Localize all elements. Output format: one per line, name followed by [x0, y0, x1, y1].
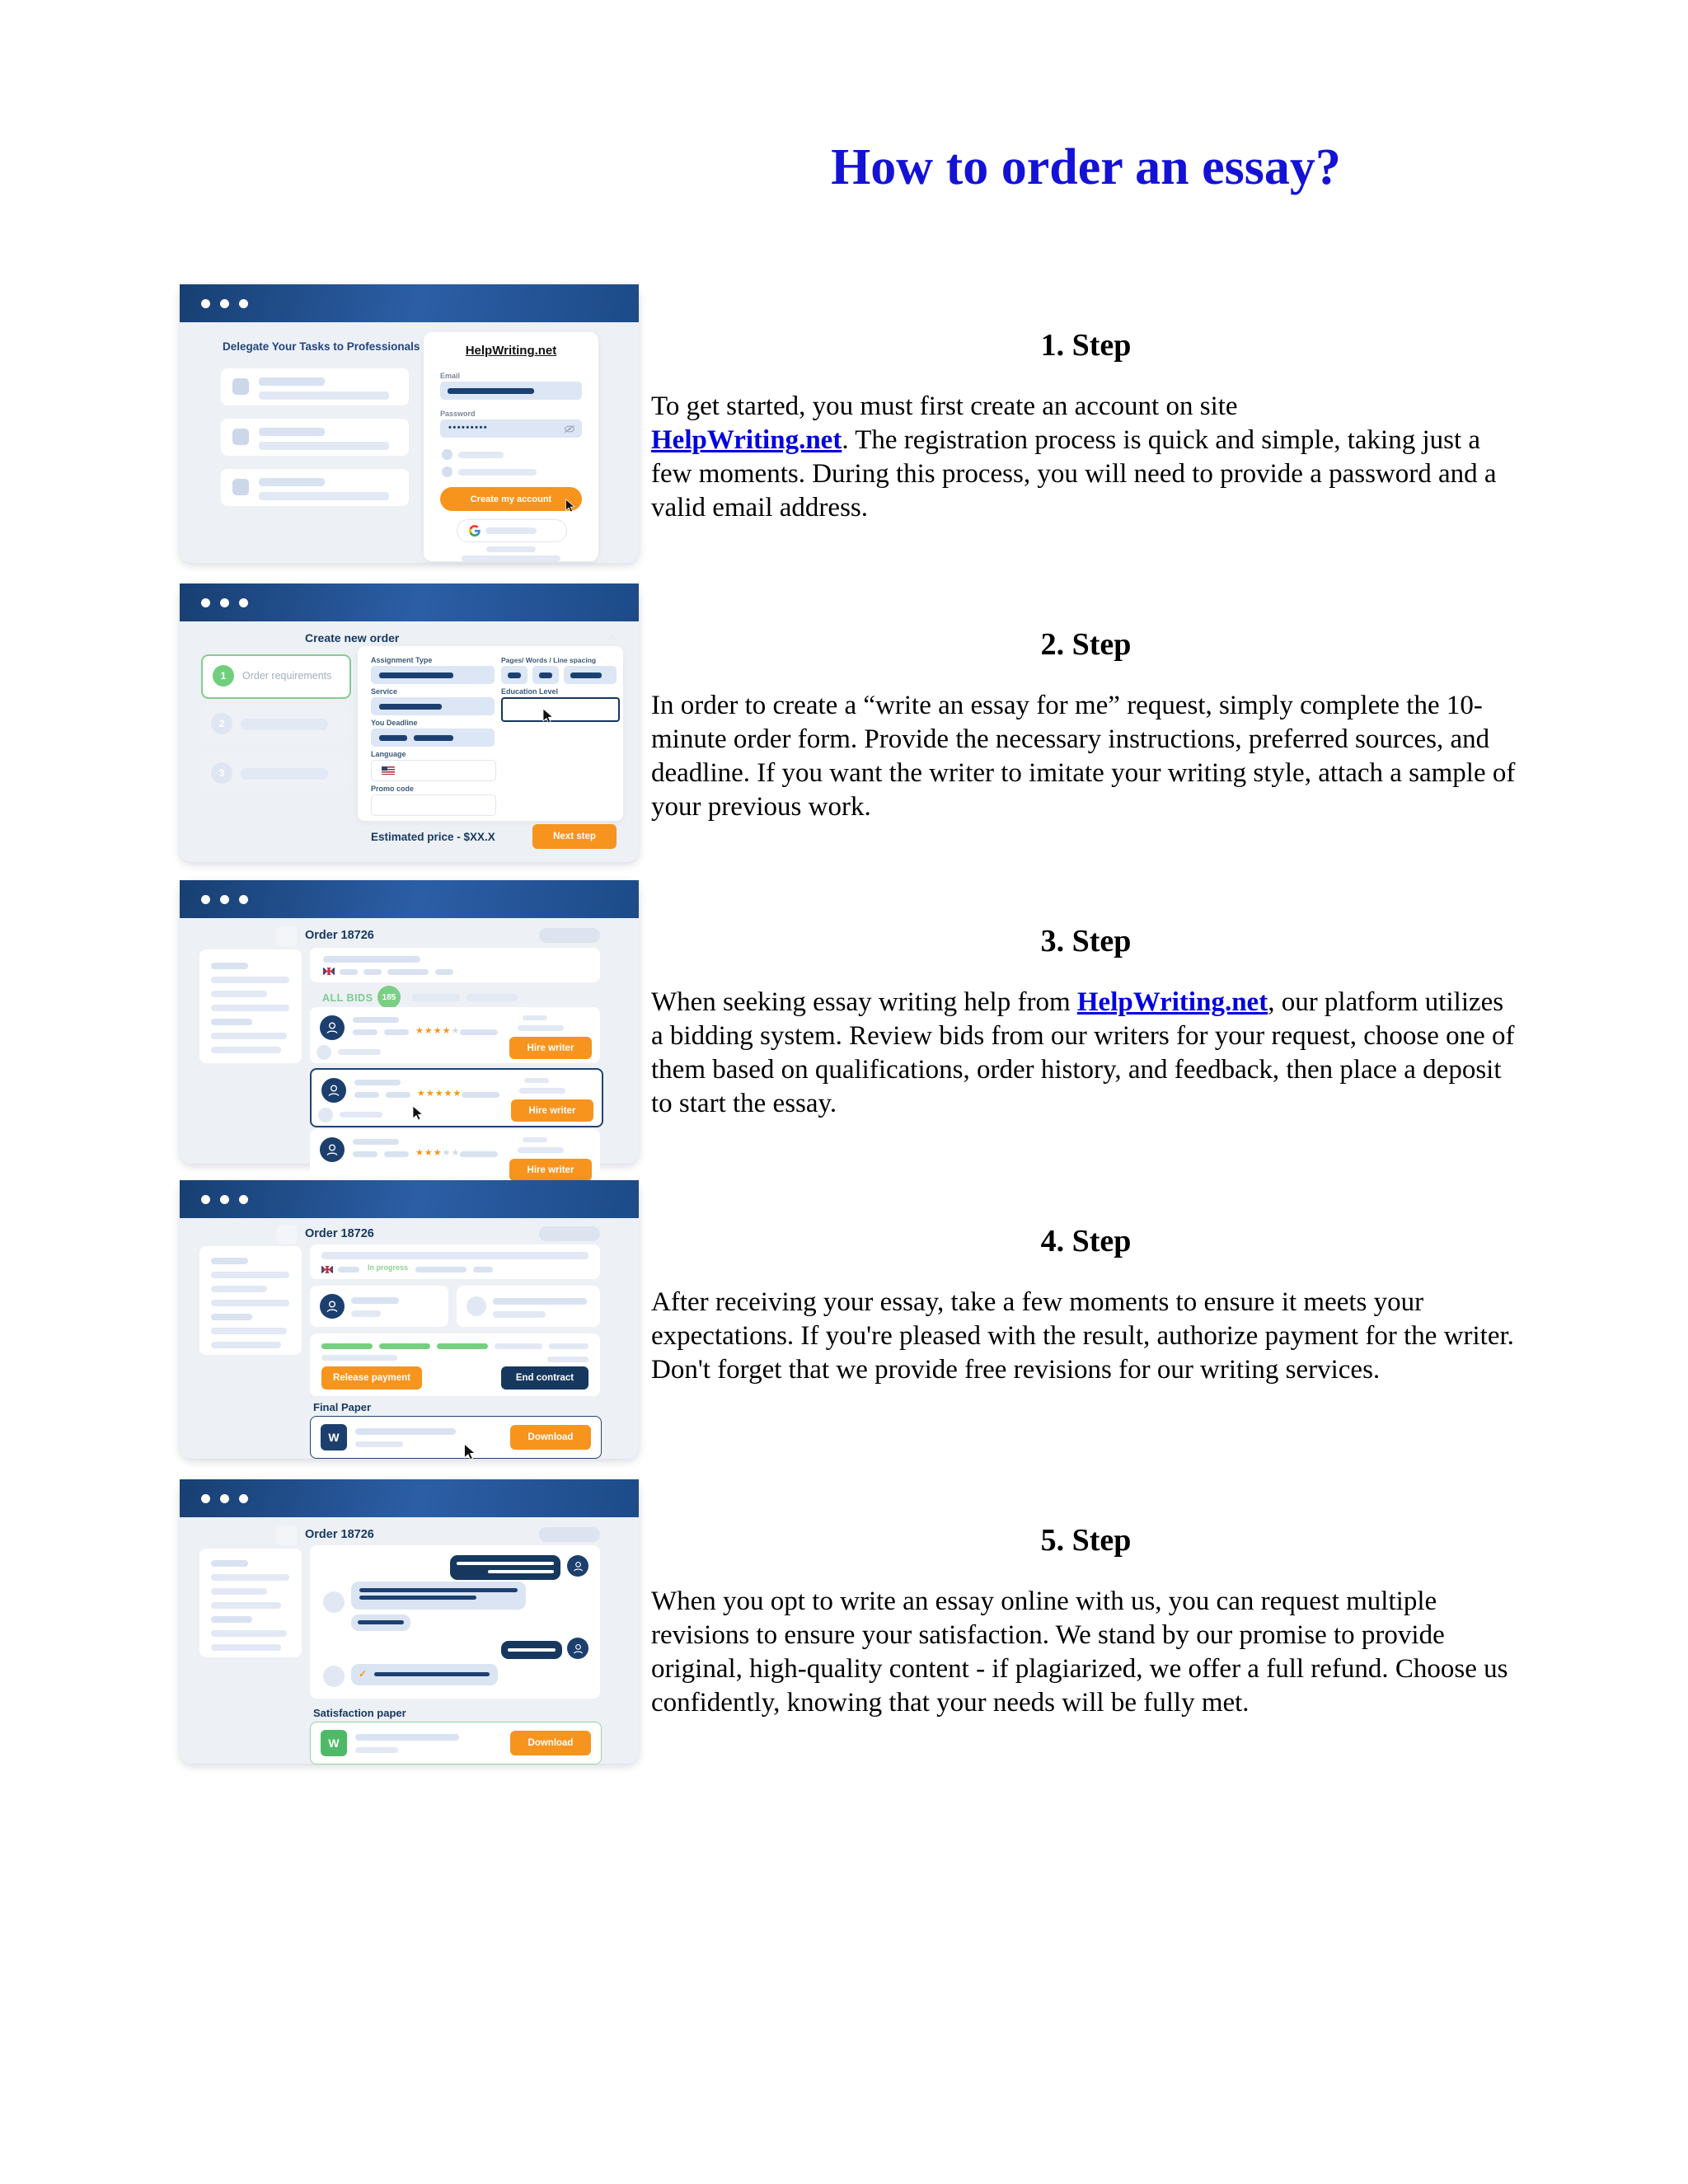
hero-heading: Delegate Your Tasks to Professionals — [223, 340, 420, 353]
chat-order-title: Order 18726 — [305, 1528, 374, 1541]
feature-icon — [232, 378, 249, 395]
language-field[interactable] — [371, 760, 496, 781]
chat-avatar — [567, 1555, 588, 1577]
selected-value-bar — [379, 704, 442, 710]
chat-message-received — [351, 1582, 526, 1610]
word-doc-icon — [321, 1730, 347, 1756]
cursor-icon — [409, 1104, 425, 1121]
message-text-bar — [358, 1620, 404, 1624]
client-info-card — [457, 1286, 600, 1327]
bids-count-badge: 185 — [377, 986, 401, 1009]
person-icon — [571, 1642, 585, 1656]
words-field[interactable] — [532, 666, 559, 684]
order-form-window — [180, 583, 639, 862]
signup-window — [180, 284, 639, 563]
placeholder-bar — [354, 1092, 379, 1098]
placeholder-bar — [241, 719, 328, 730]
order-sidebar — [199, 949, 302, 1063]
bids-body — [180, 918, 639, 1175]
placeholder-bar — [458, 452, 504, 458]
placeholder-bar — [460, 1029, 498, 1035]
placeholder-bar — [473, 1267, 493, 1272]
placeholder-bar — [518, 1025, 564, 1031]
placeholder-bar — [523, 1015, 547, 1020]
placeholder-bar — [460, 1151, 498, 1157]
stars-filled: ★★★★★ — [417, 1089, 462, 1099]
progress-bar-pending — [549, 1343, 588, 1349]
mini-avatar — [318, 1108, 333, 1122]
step-2-text: In order to create a “write an essay for me” request, simply complete the 10-minute order form. Provide the necessary instructions, preferred sources, and deadline. If you want the writer to imitate your writing style, attach a sample of your previous work. — [651, 691, 1516, 822]
window-dot-icon — [239, 299, 248, 308]
step-3-text — [651, 986, 1517, 1121]
writer-rating — [415, 1025, 460, 1036]
writer-avatar — [320, 1294, 345, 1319]
line-spacing-field[interactable] — [564, 666, 617, 684]
order-form-title: Create new order — [305, 631, 400, 644]
doc-letter: W — [328, 1736, 340, 1750]
end-contract-button[interactable]: End contract — [501, 1366, 588, 1390]
placeholder-bar — [412, 994, 460, 1001]
estimated-price: Estimated price - $XX.X — [371, 831, 495, 843]
placeholder-bar — [458, 469, 537, 476]
stars-empty: ★★ — [442, 1148, 461, 1158]
chat-message-received — [351, 1615, 410, 1631]
window-dot-icon — [201, 1494, 210, 1503]
final-paper-card — [310, 1416, 602, 1459]
placeholder-bar — [211, 1342, 281, 1348]
window-dot-icon — [239, 598, 248, 607]
download-button[interactable]: Download — [510, 1425, 591, 1450]
placeholder-bar — [386, 1092, 410, 1098]
satisfaction-paper-card — [310, 1722, 602, 1765]
cursor-icon — [460, 1442, 478, 1460]
email-label: Email — [440, 372, 461, 380]
placeholder-bar — [211, 1047, 281, 1053]
option-radio[interactable] — [442, 449, 452, 460]
stars-filled: ★★★ — [415, 1148, 443, 1158]
doc-letter: W — [328, 1431, 340, 1444]
placeholder-bar — [486, 546, 536, 552]
google-icon — [469, 525, 481, 537]
window-dot-icon — [220, 895, 229, 904]
placeholder-bar — [462, 1092, 499, 1098]
promo-code-label: Promo code — [371, 785, 415, 793]
placeholder-bar — [211, 1602, 281, 1609]
placeholder-bar — [338, 1049, 381, 1055]
chat-window — [180, 1479, 639, 1764]
placeholder-bar — [211, 1560, 248, 1567]
placeholder-bar — [353, 1139, 399, 1145]
hire-writer-button[interactable]: Hire writer — [509, 1159, 592, 1181]
placeholder-bar — [259, 391, 389, 400]
step-3-text-before: When seeking essay writing help from — [651, 987, 1077, 1017]
language-label: Language — [371, 750, 406, 758]
uk-flag-icon — [321, 1266, 333, 1273]
placeholder-bar — [211, 1616, 252, 1623]
person-icon — [324, 1298, 340, 1315]
placeholder-bar — [485, 527, 537, 534]
selected-value-bar — [570, 673, 602, 678]
uk-flag-icon — [323, 968, 335, 975]
placeholder-bar — [211, 1286, 267, 1292]
placeholder-bar — [355, 1747, 398, 1753]
placeholder-bar — [259, 492, 389, 500]
back-icon[interactable] — [277, 926, 297, 946]
assignment-type-label: Assignment Type — [371, 656, 433, 664]
bids-order-title: Order 18726 — [305, 929, 374, 942]
writer-avatar — [320, 1137, 345, 1162]
message-text-bar — [457, 1562, 554, 1565]
placeholder-bar — [321, 1252, 588, 1259]
chat-avatar — [567, 1638, 588, 1659]
close-icon[interactable]: ✕ — [607, 630, 617, 644]
step-1-text — [651, 390, 1517, 525]
bids-window — [180, 880, 639, 1175]
word-doc-icon — [321, 1424, 347, 1451]
placeholder-bar — [211, 1588, 267, 1595]
placeholder-bar — [384, 1151, 409, 1157]
writer-card — [310, 1129, 600, 1185]
placeholder-bar — [519, 1088, 565, 1094]
writer-rating — [417, 1088, 462, 1099]
chat-avatar — [323, 1591, 345, 1613]
step-5-text: When you opt to write an essay online with us, you can request multiple revisions to ensure your satisfaction. We stand by our promise to provide original, high-quality content - if plagiarized, we offer a full refund. Choose us confidently, knowing that your needs will be fully met. — [651, 1586, 1508, 1718]
placeholder-bar — [353, 1029, 377, 1035]
selected-value-bar — [508, 673, 521, 678]
window-title-bar — [180, 1180, 639, 1218]
status-badge: In progress — [368, 1263, 409, 1272]
placeholder-bar — [355, 1734, 459, 1741]
placeholder-bar — [259, 442, 389, 450]
download-button[interactable]: Download — [510, 1731, 591, 1755]
deadline-field[interactable] — [371, 729, 495, 747]
cursor-icon — [539, 707, 556, 724]
chat-avatar — [323, 1666, 345, 1687]
header-pill-placeholder — [539, 1226, 600, 1241]
message-text-bar — [488, 1570, 554, 1573]
placeholder-bar — [518, 1147, 564, 1153]
chat-message-sent — [450, 1555, 560, 1580]
feature-card — [221, 368, 409, 405]
email-field[interactable] — [440, 382, 582, 400]
hire-writer-button[interactable]: Hire writer — [509, 1037, 592, 1059]
all-bids-label: ALL BIDS — [322, 992, 373, 1004]
writer-info-card — [310, 1286, 448, 1327]
progress-bar-pending — [495, 1343, 542, 1349]
selected-value-bar — [539, 673, 552, 678]
step-3-heading: 3. Step — [1040, 924, 1132, 958]
signup-card — [424, 332, 598, 561]
chat-message-received — [351, 1664, 498, 1685]
placeholder-bar — [211, 963, 248, 969]
placeholder-bar — [547, 1357, 588, 1362]
placeholder-bar — [524, 1078, 549, 1083]
message-text-bar — [359, 1588, 518, 1592]
placeholder-bar — [211, 1005, 289, 1011]
placeholder-bar — [338, 1267, 359, 1272]
window-title-bar — [180, 583, 639, 621]
step-3-text-after: , our platform utilizes a bidding system. Review bids from our writers for your request, choose one of them based on qualifications, order history, and feedback, then place a deposit to start the essay. — [651, 987, 1515, 1118]
feature-icon — [232, 429, 249, 445]
placeholder-bar — [363, 969, 382, 975]
selected-value-bar — [379, 735, 407, 741]
placeholder-bar — [340, 1112, 382, 1118]
password-dots: ••••••••• — [448, 423, 489, 433]
chat-card — [310, 1545, 600, 1699]
hire-writer-button[interactable]: Hire writer — [511, 1099, 593, 1122]
placeholder-bar — [211, 1019, 252, 1025]
writer-avatar — [321, 1078, 346, 1103]
payment-window — [180, 1180, 639, 1459]
brand-wordmark: HelpWriting.net — [465, 344, 557, 358]
window-dot-icon — [201, 598, 210, 607]
step-1-heading: 1. Step — [1040, 328, 1132, 363]
step-3-number: 3 — [211, 762, 232, 784]
placeholder-bar — [211, 1574, 289, 1581]
window-dot-icon — [220, 299, 229, 308]
order-sidebar — [199, 1549, 302, 1657]
writer-rating — [415, 1147, 460, 1158]
window-dot-icon — [239, 1195, 248, 1204]
step-2-number: 2 — [211, 713, 232, 734]
step-1-label: Order requirements — [242, 670, 332, 682]
password-field[interactable] — [440, 419, 582, 438]
placeholder-bar — [241, 768, 328, 780]
placeholder-bar — [353, 1151, 377, 1157]
feature-card — [221, 419, 409, 456]
placeholder-bar — [351, 1310, 381, 1317]
writer-card — [310, 1007, 600, 1063]
check-icon: ✓ — [359, 1668, 368, 1680]
promo-code-field[interactable] — [371, 794, 496, 816]
placeholder-bar — [211, 991, 267, 997]
placeholder-bar — [321, 1355, 397, 1361]
helpwriting-link[interactable]: HelpWriting.net — [651, 425, 842, 455]
order-summary-card — [310, 1244, 600, 1279]
step-1-number: 1 — [213, 665, 234, 687]
feature-card — [221, 469, 409, 506]
window-title-bar — [180, 1479, 639, 1517]
wizard-step-3 — [201, 753, 348, 794]
signup-body — [180, 322, 639, 563]
release-payment-button[interactable]: Release payment — [321, 1366, 422, 1390]
contract-card — [310, 1333, 600, 1396]
stars-empty: ★ — [451, 1026, 461, 1036]
progress-bar-done — [437, 1343, 488, 1349]
placeholder-bar — [493, 1311, 546, 1318]
header-pill-placeholder — [539, 1527, 600, 1542]
education-level-label: Education Level — [501, 687, 559, 696]
person-icon — [571, 1559, 585, 1573]
stars-filled: ★★★★ — [415, 1026, 452, 1036]
pages-words-spacing-label: Pages/ Words / Line spacing — [501, 656, 597, 664]
placeholder-bar — [462, 555, 560, 561]
placeholder-bar — [415, 1267, 467, 1272]
window-dot-icon — [239, 1494, 248, 1503]
window-title-bar — [180, 880, 639, 918]
deadline-label: You Deadline — [371, 719, 418, 727]
mini-avatar — [467, 1296, 486, 1316]
step-4-heading: 4. Step — [1040, 1224, 1132, 1258]
placeholder-bar — [467, 994, 518, 1001]
placeholder-bar — [493, 1298, 587, 1305]
writer-card-selected[interactable] — [310, 1068, 603, 1127]
back-icon[interactable] — [277, 1225, 297, 1244]
order-summary-card — [310, 948, 600, 982]
header-pill-placeholder — [539, 928, 600, 943]
placeholder-bar — [211, 977, 289, 983]
window-dot-icon — [201, 1195, 210, 1204]
placeholder-bar — [259, 478, 325, 486]
placeholder-bar — [211, 1644, 281, 1651]
placeholder-bar — [323, 956, 420, 963]
placeholder-bar — [355, 1428, 456, 1435]
writer-avatar — [320, 1015, 345, 1040]
create-account-button[interactable]: Create my account — [440, 487, 582, 511]
service-field[interactable] — [371, 697, 495, 715]
pages-field[interactable] — [501, 666, 528, 684]
window-dot-icon — [220, 1494, 229, 1503]
wizard-step-1[interactable] — [201, 654, 351, 699]
chat-body — [180, 1517, 639, 1764]
selected-value-bar — [379, 673, 453, 678]
back-icon[interactable] — [277, 1526, 297, 1545]
final-paper-label: Final Paper — [313, 1401, 372, 1413]
wizard-step-2 — [201, 704, 348, 745]
placeholder-bar — [211, 1328, 287, 1334]
us-flag-icon — [382, 766, 395, 775]
message-text-bar — [374, 1672, 490, 1676]
placeholder-bar — [435, 969, 453, 975]
education-level-field[interactable] — [501, 697, 620, 722]
placeholder-bar — [387, 969, 429, 975]
placeholder-bar — [523, 1137, 547, 1142]
window-dot-icon — [201, 299, 210, 308]
order-form-body — [180, 621, 639, 862]
placeholder-bar — [211, 1630, 287, 1637]
page-title: How to order an essay? — [831, 139, 1341, 195]
placeholder-bar — [384, 1029, 409, 1035]
placeholder-bar — [211, 1300, 289, 1306]
feature-icon — [232, 479, 249, 495]
placeholder-bar — [351, 1297, 399, 1304]
placeholder-bar — [259, 428, 325, 436]
placeholder-bar — [354, 1080, 401, 1085]
option-radio[interactable] — [442, 466, 452, 477]
progress-bar-done — [379, 1343, 430, 1349]
step-4-text: After receiving your essay, take a few moments to ensure it meets your expectations. If you're pleased with the result, authorize payment for the writer. Don't forget that we provide free revisions for our writing services. — [651, 1287, 1514, 1385]
message-text-bar — [359, 1596, 476, 1600]
satisfaction-paper-label: Satisfaction paper — [313, 1707, 406, 1719]
placeholder-bar — [259, 377, 325, 386]
chat-message-sent — [501, 1641, 562, 1659]
person-icon — [324, 1141, 340, 1158]
placeholder-bar — [340, 969, 358, 975]
mini-avatar — [316, 1045, 331, 1060]
google-signin-button[interactable] — [457, 519, 567, 542]
step-1-text-before: To get started, you must first create an account on site — [651, 391, 1238, 421]
step-2-heading: 2. Step — [1040, 627, 1132, 662]
person-icon — [324, 1019, 340, 1036]
progress-bar-done — [321, 1343, 373, 1349]
next-step-button[interactable]: Next step — [532, 824, 617, 849]
placeholder-bar — [211, 1272, 289, 1278]
payment-body — [180, 1218, 639, 1459]
step-5-heading: 5. Step — [1040, 1523, 1132, 1558]
window-dot-icon — [239, 895, 248, 904]
window-dot-icon — [220, 598, 229, 607]
window-dot-icon — [201, 895, 210, 904]
order-sidebar — [199, 1246, 302, 1355]
person-icon — [326, 1082, 342, 1099]
service-label: Service — [371, 687, 398, 696]
placeholder-bar — [353, 1017, 399, 1023]
payment-order-title: Order 18726 — [305, 1227, 374, 1240]
eye-off-icon[interactable] — [564, 424, 575, 434]
placeholder-bar — [355, 1441, 403, 1447]
password-label: Password — [440, 410, 476, 418]
helpwriting-link[interactable]: HelpWriting.net — [1076, 987, 1268, 1017]
placeholder-bar — [211, 1033, 287, 1039]
placeholder-bar — [211, 1258, 248, 1264]
placeholder-bar — [211, 1314, 252, 1320]
typed-text-bar — [448, 388, 534, 394]
step-1-text-after: . The registration process is quick and simple, taking just a few moments. During this process, you will need to provide a password and a valid email address. — [651, 425, 1497, 523]
cursor-icon — [562, 498, 577, 513]
assignment-type-field[interactable] — [371, 666, 495, 684]
message-text-bar — [508, 1648, 556, 1652]
window-dot-icon — [220, 1195, 229, 1204]
window-title-bar — [180, 284, 639, 322]
selected-value-bar — [414, 735, 453, 741]
